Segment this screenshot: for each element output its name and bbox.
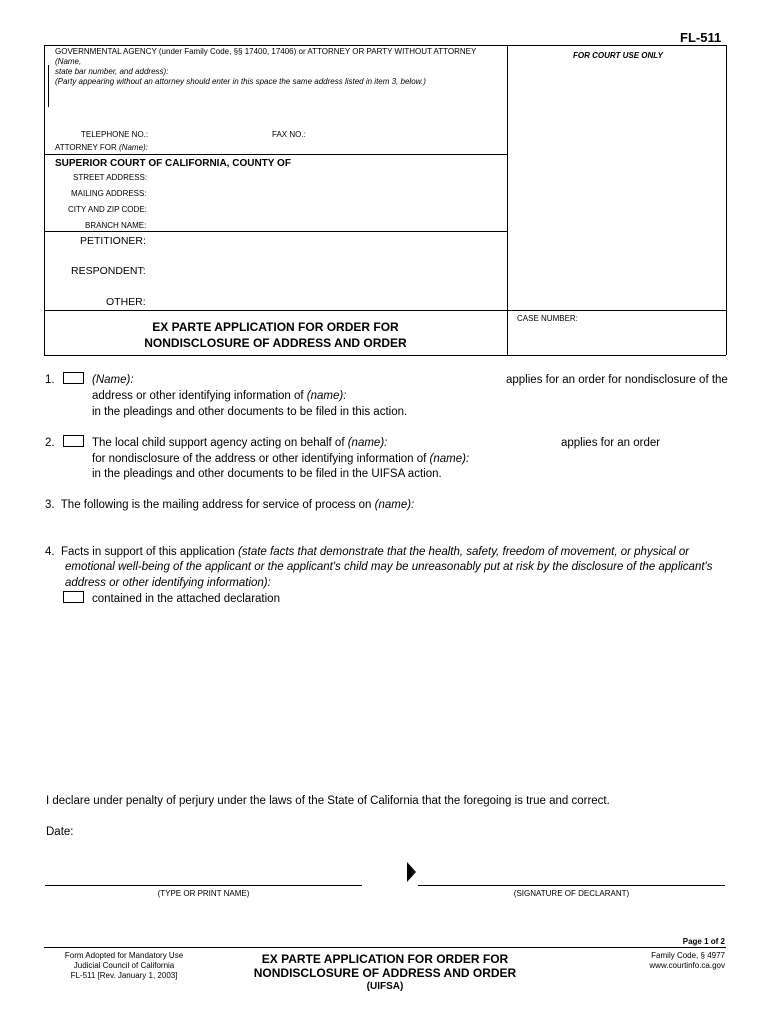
adopted-line2: Judicial Council of California [73,961,175,970]
item2-applies-text: applies for an order [561,437,661,449]
court-title: SUPERIOR COURT OF CALIFORNIA, COUNTY OF [55,158,291,169]
telephone-label: TELEPHONE NO.: [81,130,149,139]
item2-line2 [92,453,469,465]
item3-name: (name): [374,499,415,511]
item2-line1 [92,437,387,449]
attorney-box-line1-italic: (Name, [55,57,82,66]
signature-arrow-icon [407,862,417,882]
attorney-for-name: (Name): [119,143,148,152]
caption-right-border [726,45,727,355]
item1-name-label: (Name): [92,374,134,386]
code-ref-block [600,951,725,971]
item1-line2-name: (name): [306,390,347,402]
attorney-box-instructions [55,47,500,87]
attorney-for-label [55,143,148,153]
attorney-box-line1: GOVERNMENTAL AGENCY (under Family Code, §§ 17400, 17406) or ATTORNEY OR PARTY WITHOUT ATTORNEY [55,47,477,56]
item2-line2-text: for nondisclosure of the address or other identifying information of [92,453,430,465]
attorney-court-divider [44,154,507,155]
item2-line1-text: The local child support agency acting on behalf of [92,437,348,449]
adopted-block [44,951,204,981]
item4-line1 [45,546,689,558]
print-name-line[interactable] [45,885,362,886]
footer-title-line2: NONDISCLOSURE OF ADDRESS AND ORDER [253,966,517,980]
caption-left-border [44,45,45,355]
item1-line2 [92,390,346,402]
item2-line2-name: (name): [429,453,470,465]
item4-checkbox[interactable] [63,591,84,603]
court-parties-divider [44,231,507,232]
signature-caption: (SIGNATURE OF DECLARANT) [513,889,630,898]
caption-bottom-border [44,355,726,356]
petitioner-label: PETITIONER: [80,235,146,247]
case-number-label: CASE NUMBER: [517,314,578,323]
adopted-line1: Form Adopted for Mandatory Use [64,951,184,960]
caption-top-border [44,45,726,46]
item3-text: The following is the mailing address for service of process on [60,499,375,511]
item4-checkbox-label: contained in the attached declaration [92,593,280,605]
footer-title-line3: (UIFSA) [366,981,404,992]
attorney-box-line3: (Party appearing without an attorney should enter in this space the same address listed in item 3, below.) [55,77,426,86]
item3-number: 3. [45,499,55,511]
item2-checkbox[interactable] [63,435,84,447]
attorney-for-text: ATTORNEY FOR [55,143,120,152]
form-title-line2: NONDISCLOSURE OF ADDRESS AND ORDER [144,336,407,350]
form-title [44,319,507,351]
date-label: Date: [46,826,74,838]
item1-checkbox[interactable] [63,372,84,384]
respondent-label: RESPONDENT: [71,265,146,277]
footer-title-line1: EX PARTE APPLICATION FOR ORDER FOR [261,952,509,966]
item1-applies-text: applies for an order for nondisclosure of the [506,374,728,386]
branch-name-label: BRANCH NAME: [85,221,147,230]
adopted-line3: FL-511 [Rev. January 1, 2003] [70,971,178,980]
street-address-label: STREET ADDRESS: [73,173,148,182]
item3 [45,499,414,511]
item1-number: 1. [45,374,55,386]
mailing-address-label: MAILING ADDRESS: [71,189,147,198]
form-title-line1: EX PARTE APPLICATION FOR ORDER FOR [152,320,399,334]
perjury-statement: I declare under penalty of perjury under the laws of the State of California that the foregoing is true and correct. [46,795,610,807]
footer-title [200,952,570,994]
item4-instructions: (state facts that demonstrate that the health, safety, freedom of movement, or physical or [238,546,690,558]
title-row-divider [44,310,726,311]
city-zip-label: CITY AND ZIP CODE: [68,205,147,214]
print-name-caption: (TYPE OR PRINT NAME) [157,889,250,898]
item1-line2-text: address or other identifying information of [92,390,307,402]
other-label: OTHER: [106,296,146,308]
item4-line3: address or other identifying information): [65,577,271,589]
court-use-label: FOR COURT USE ONLY [573,51,663,60]
attorney-box-line2: state bar number, and address): [55,67,169,76]
form-number: FL-511 [680,30,722,45]
item4-text: Facts in support of this application [60,546,239,558]
item1-line3: in the pleadings and other documents to be filed in this action. [92,406,408,418]
item4-line2: emotional well-being of the applicant or the applicant's child may be unreasonably put at risk by the disclosure of the applicant's [65,561,713,573]
fax-label: FAX NO.: [272,130,306,139]
page-label: Page 1 of 2 [682,937,725,946]
court-website-link[interactable]: www.courtinfo.ca.gov [649,961,725,970]
footer-rule [44,947,726,948]
court-use-divider [507,45,508,355]
attorney-margin-tick [48,65,49,107]
item4-number: 4. [45,546,55,558]
signature-line[interactable] [418,885,725,886]
item2-number: 2. [45,437,55,449]
item2-line3: in the pleadings and other documents to be filed in the UIFSA action. [92,468,442,480]
item2-line1-name: (name): [347,437,388,449]
family-code-ref: Family Code, § 4977 [651,951,725,960]
